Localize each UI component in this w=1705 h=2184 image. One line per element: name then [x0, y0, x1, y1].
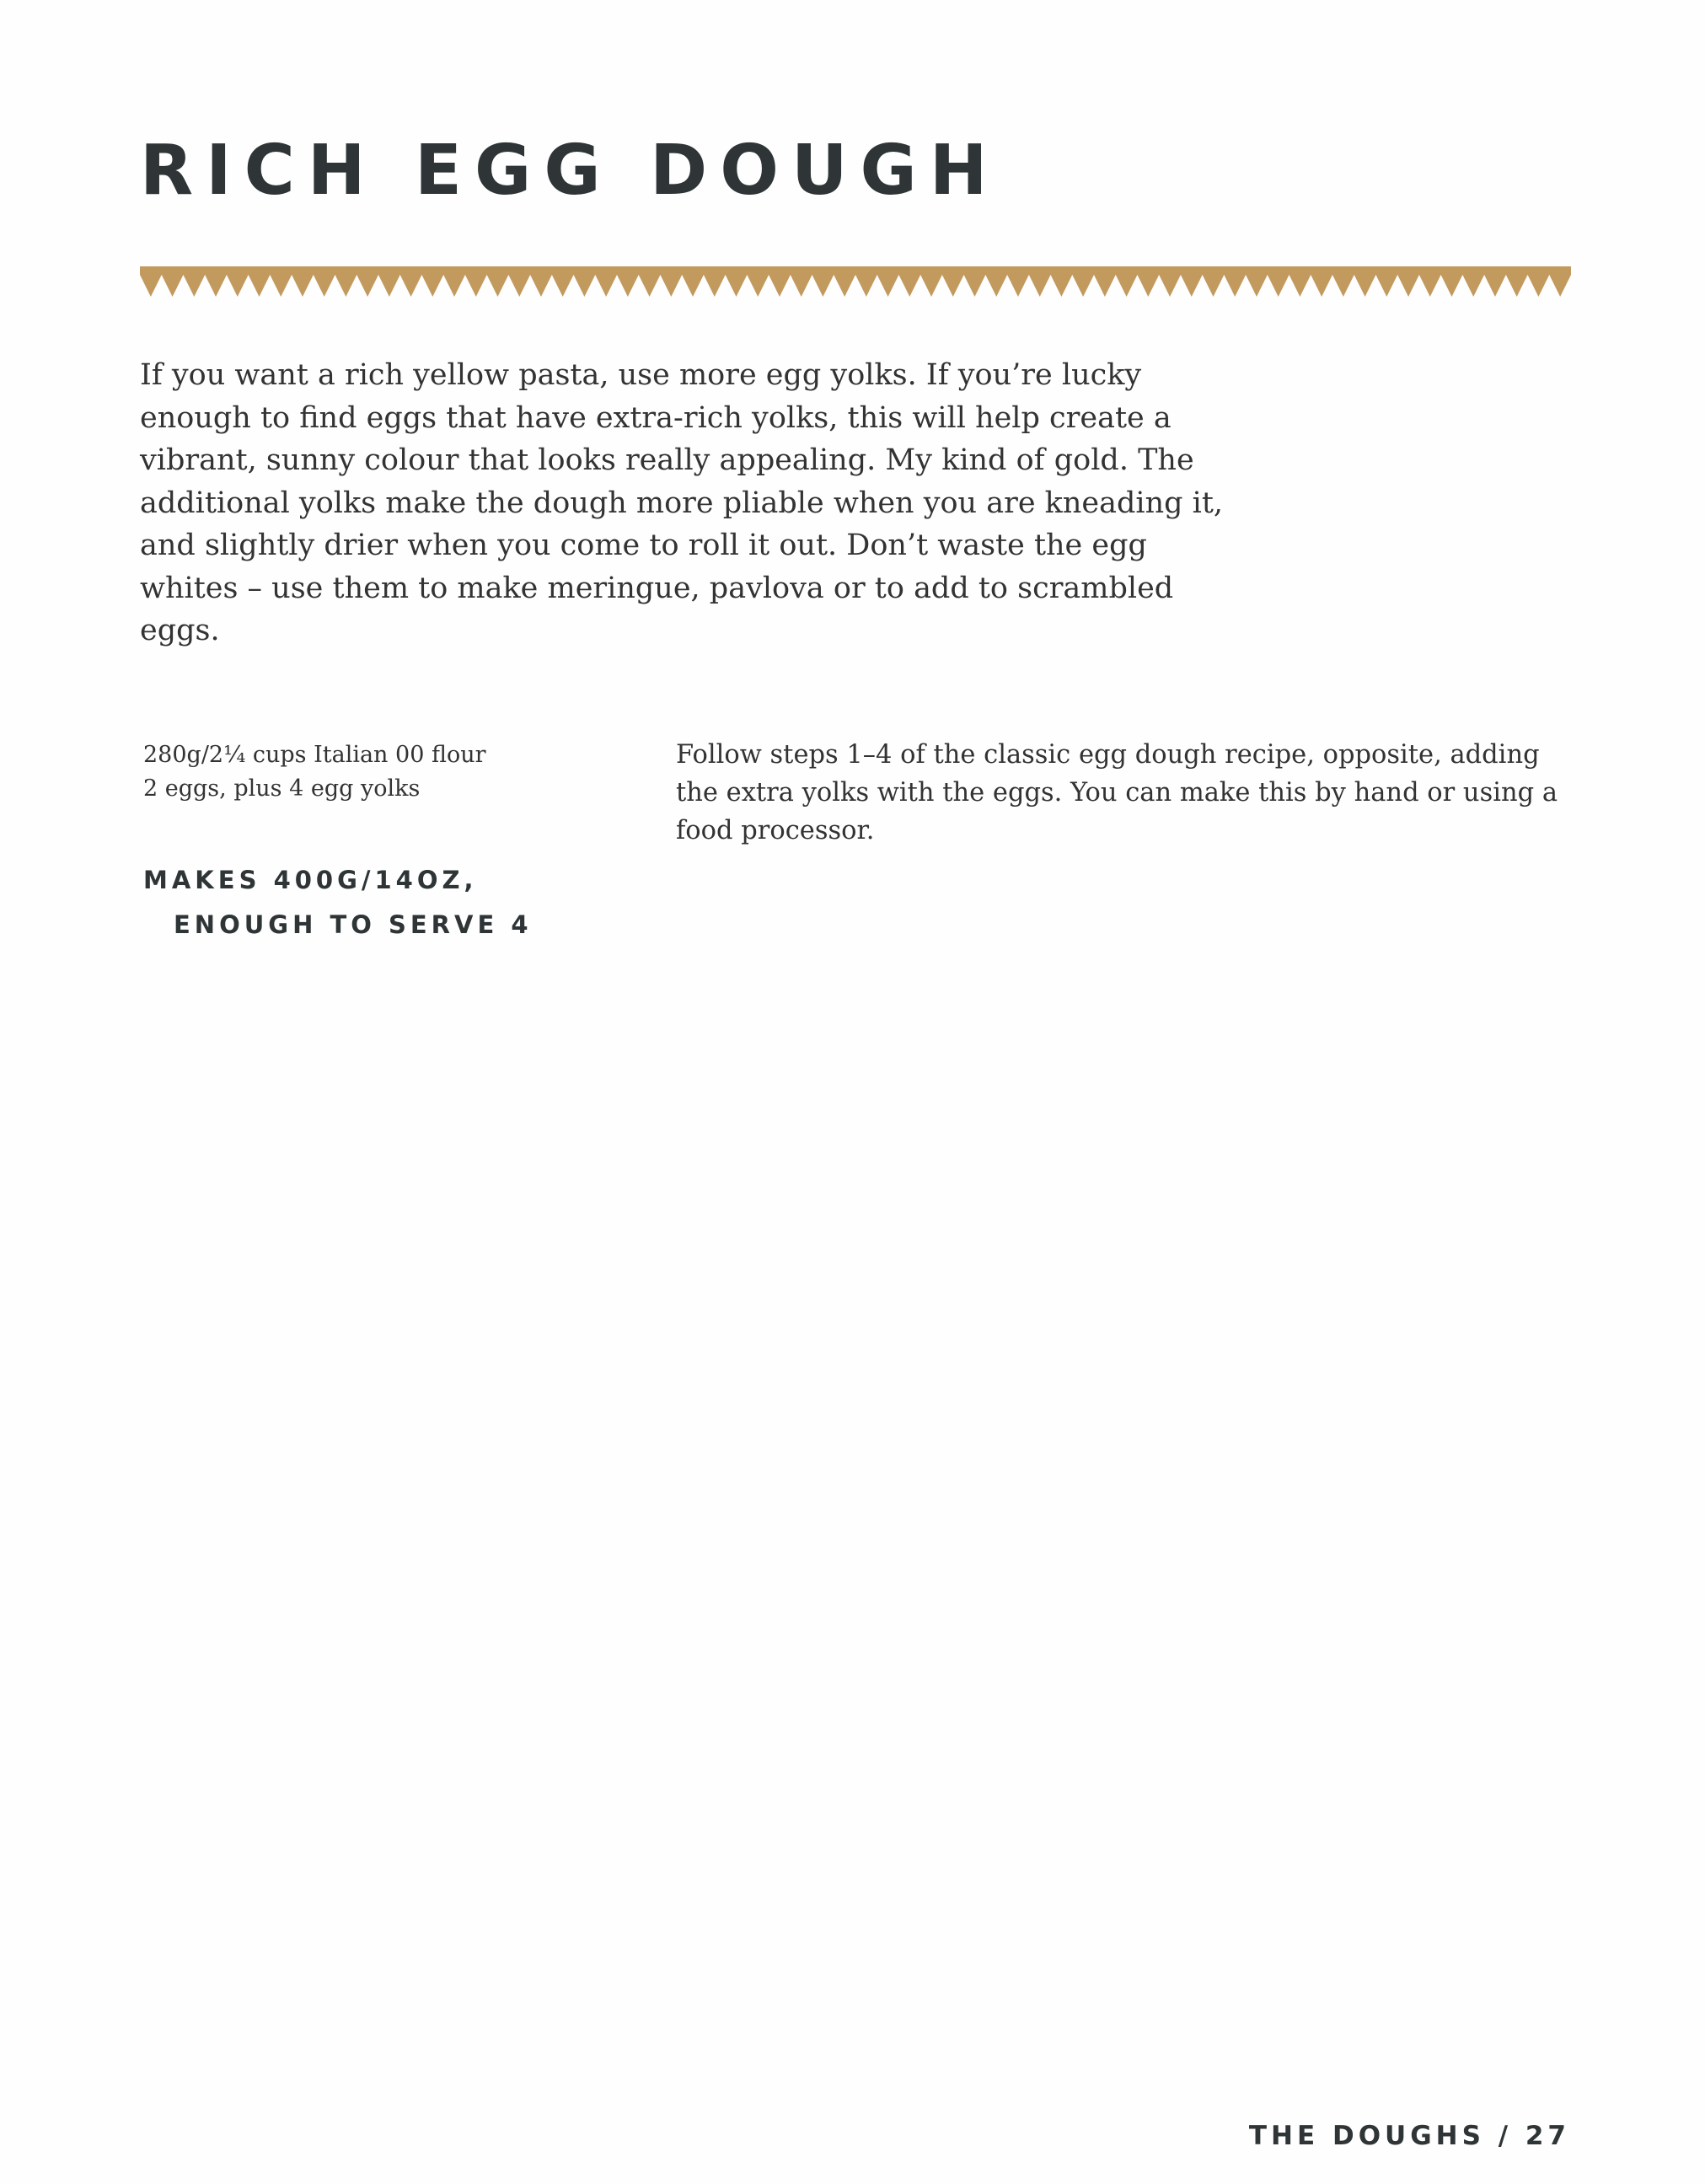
zigzag-divider [140, 266, 1571, 300]
yield-note [143, 858, 533, 947]
recipe-method: Follow steps 1–4 of the classic egg dough recipe, opposite, adding the extra yolks with the eggs. You can make this by hand or using a food processor. [676, 740, 1558, 845]
ingredient-item: 280g/2¼ cups Italian 00 flour [143, 742, 486, 768]
ingredient-list [143, 738, 615, 806]
recipe-intro: If you want a rich yellow pasta, use more egg yolks. If you’re lucky enough to find eggs that have extra-rich yolks, this will help create a vibrant, sunny colour that looks really appealing. My kind of gold. The additional yolks make the dough more pliable when you are kneading it, and slightly drier when you come to roll it out. Don’t waste the egg whites – use them to make meringue, pavlova or to add to scrambled eggs. [140, 358, 1224, 647]
yield-servings: ENOUGH TO SERVE 4 [174, 910, 533, 939]
recipe-title: RICH EGG DOUGH [140, 131, 1000, 211]
yield-quantity: MAKES 400G/14OZ, [143, 866, 478, 894]
ingredient-item: 2 eggs, plus 4 egg yolks [143, 775, 421, 802]
running-footer: THE DOUGHS / 27 [1248, 2121, 1570, 2151]
